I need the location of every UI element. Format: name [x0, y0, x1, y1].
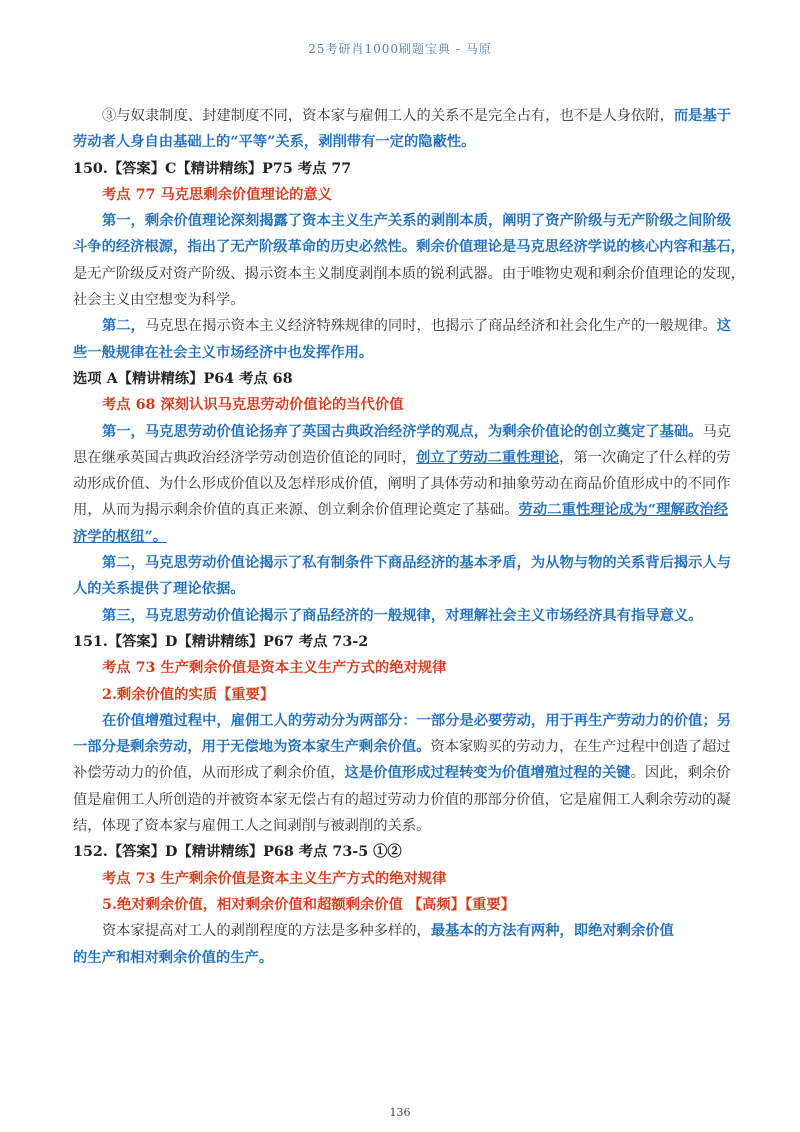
text-line	[73, 313, 732, 339]
text-line	[73, 129, 728, 155]
text-segment: ，第一次确定了什么样的劳	[559, 449, 731, 466]
text-segment: 考点 77 马克思剩余价值理论的意义	[102, 186, 333, 203]
text-line	[73, 156, 728, 182]
text-line	[73, 340, 728, 366]
text-line	[73, 866, 728, 892]
text-line	[73, 945, 728, 971]
text-line	[73, 524, 728, 550]
text-segment: 选项 A【精讲精练】P64 考点 68	[73, 370, 293, 387]
page-content	[73, 103, 745, 971]
text-segment: 考点 73 生产剩余价值是资本主义生产方式的绝对规律	[102, 660, 447, 677]
text-line	[73, 182, 728, 208]
text-segment: 考点 68 深刻认识马克思劳动价值论的当代价值	[102, 397, 404, 414]
text-segment: 在价值增殖过程中，雇佣工人的劳动分为两部分：一部分是必要劳动，用于再生产劳动力的价值；另	[102, 712, 732, 729]
text-segment: 考点 73 生产剩余价值是资本主义生产方式的绝对规律	[102, 870, 447, 887]
text-line	[73, 918, 728, 944]
text-line	[73, 576, 728, 602]
text-line	[73, 103, 732, 129]
text-segment: 而是基于	[673, 108, 732, 124]
text-line	[73, 419, 732, 445]
text-segment: 这	[716, 318, 732, 335]
text-line	[73, 655, 728, 681]
text-segment: ③与奴隶制度、封建制度不同，资本家与雇佣工人的关系不是完全占有，也不是人身依附，	[102, 108, 674, 124]
text-segment: 资本家提高对工人的剥削程度的方法是多种多样的，	[102, 923, 431, 940]
text-line	[73, 813, 728, 839]
text-segment: 。因此，剩余价	[630, 765, 731, 782]
text-line	[73, 682, 728, 708]
text-line	[73, 471, 731, 497]
text-segment: 济学的枢纽”。	[73, 528, 168, 545]
text-line	[73, 734, 731, 760]
text-segment: 马克	[702, 423, 732, 440]
text-line	[73, 892, 728, 918]
text-line	[73, 839, 728, 865]
text-segment: 些一般规律在社会主义市场经济中也发挥作用。	[73, 344, 374, 361]
text-line	[73, 550, 732, 576]
text-segment: 劳动者人身自由基础上的“平等”关系，剥削带有一定的隐蔽性。	[73, 134, 476, 151]
text-segment: 结，体现了资本家与雇佣工人之间剥削与被剥削的关系。	[73, 818, 431, 835]
text-segment: 这是价值形成过程转变为价值增殖过程的关键	[344, 765, 631, 782]
text-segment: 斗争的经济根源，指出了无产阶级革命的历史必然性。剩余价值理论是马克思经济学说的核心内容和基石，	[73, 239, 745, 256]
text-segment: 151.【答案】D【精讲精练】P67 考点 73-2	[73, 633, 369, 650]
text-line	[73, 287, 728, 313]
text-line	[73, 445, 731, 471]
text-segment: 动形成价值、为什么形成价值以及怎样形成价值，阐明了具体劳动和抽象劳动在商品价值形成中的不同作	[73, 476, 731, 493]
text-segment: 2.剩余价值的实质【重要】	[102, 686, 275, 703]
text-line	[73, 208, 732, 234]
text-segment: 最基本的方法有两种，即绝对剩余价值	[430, 923, 674, 940]
text-segment: 创立了劳动二重性理论	[416, 449, 560, 466]
text-line	[73, 629, 728, 655]
text-segment: 资本家购买的劳动力，在生产过程中创造了超过	[430, 739, 731, 756]
text-line	[73, 708, 732, 734]
text-segment: 补偿劳动力的价值，从而形成了剩余价值，	[73, 765, 345, 782]
text-segment: 5.绝对剩余价值，相对剩余价值和超额剩余价值 【高频】【重要】	[102, 896, 516, 913]
text-segment: 第二，马克思劳动价值论揭示了私有制条件下商品经济的基本矛盾，为从物与物的关系背后揭示人与	[102, 555, 732, 572]
text-line	[73, 261, 745, 287]
text-segment: 第一，剩余价值理论深刻揭露了资本主义生产关系的剥削本质，阐明了资产阶级与无产阶级之间阶级	[102, 213, 732, 230]
text-segment: 第一，马克思劳动价值论扬弃了英国古典政治经济学的观点，为剩余价值论的创立奠定了基础。	[102, 423, 703, 440]
text-segment: 思在继承英国古典政治经济学劳动创造价值论的同时，	[73, 449, 417, 466]
text-line	[73, 603, 728, 629]
text-line	[73, 497, 728, 523]
text-line	[73, 760, 731, 786]
text-segment: 劳动二重性理论成为“理解政治经	[518, 502, 728, 519]
text-segment: 第三，马克思劳动价值论揭示了商品经济的一般规律，对理解社会主义市场经济具有指导意义。	[102, 607, 703, 624]
text-segment: 是无产阶级反对资产阶级、揭示资本主义制度剥削本质的锐利武器。由于唯物史观和剩余价值理论的发现，	[73, 265, 745, 282]
text-line	[73, 366, 728, 392]
page-header: 25考研肖1000刷题宝典 - 马原	[308, 42, 492, 56]
page-number: 136	[389, 1106, 411, 1119]
text-segment: 人的关系提供了理论依据。	[73, 581, 245, 598]
text-segment: 150.【答案】C【精讲精练】P75 考点 77	[73, 160, 352, 177]
text-segment: 一部分是剩余劳动，用于无偿地为资本家生产剩余价值。	[73, 739, 431, 756]
text-segment: 值是雇佣工人所创造的并被资本家无偿占有的超过劳动力价值的那部分价值，它是雇佣工人剩余劳动的凝	[73, 791, 731, 808]
text-segment: 152.【答案】D【精讲精练】P68 考点 73-5 ①②	[73, 844, 402, 861]
text-line	[73, 392, 728, 418]
text-segment: 马克思在揭示资本主义经济特殊规律的同时，也揭示了商品经济和社会化生产的一般规律。	[144, 318, 717, 335]
text-segment: 第二，	[102, 318, 145, 335]
text-segment: 用，从而为揭示剩余价值的真正来源、创立剩余价值理论奠定了基础。	[73, 502, 519, 519]
text-line	[73, 787, 731, 813]
text-segment: 社会主义由空想变为科学。	[73, 292, 245, 309]
text-segment: 的生产和相对剩余价值的生产。	[73, 949, 274, 966]
text-line	[73, 234, 745, 260]
